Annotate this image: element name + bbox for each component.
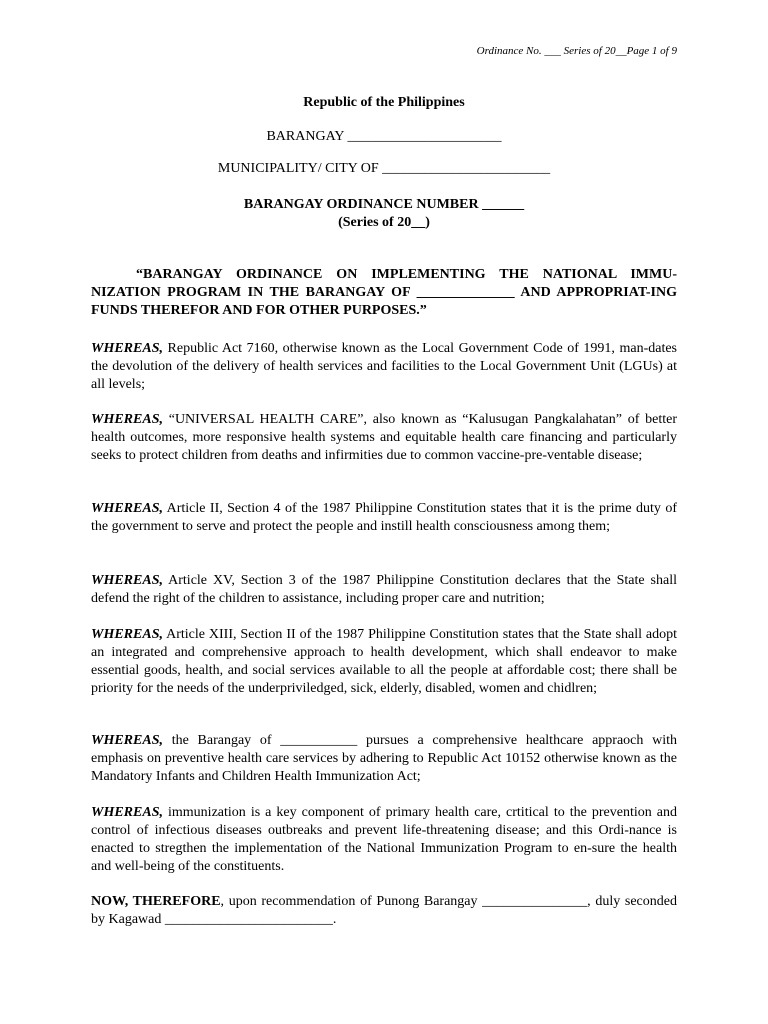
clause-text: the Barangay of ___________ pursues a comprehensive healthcare appraoch with emphasis on preventive health care services by adhering to Republic Act 10152 otherwise known as the Mandatory Infants and Children Health Immunization Act; <box>91 733 677 784</box>
whereas-clause-1 <box>91 340 677 394</box>
municipality-line: MUNICIPALITY/ CITY OF ________________________ <box>217 161 551 176</box>
clause-lead: WHEREAS, <box>91 573 163 588</box>
now-therefore-clause <box>91 893 677 929</box>
ordinance-number: BARANGAY ORDINANCE NUMBER ______ <box>243 197 525 212</box>
clause-text: Article XV, Section 3 of the 1987 Philippine Constitution declares that the State shall defend the right of the children to assistance, including proper care and nutrition; <box>91 573 677 606</box>
whereas-clause-4 <box>91 572 677 608</box>
barangay-line: BARANGAY ______________________ <box>266 129 502 144</box>
clause-text: Republic Act 7160, otherwise known as the Local Government Code of 1991, man-dates the devolution of the delivery of health services and facilities to the Local Government Unit (LGUs) at all levels; <box>91 341 677 392</box>
page-header: Ordinance No. ___ Series of 20__Page 1 of 9 <box>476 45 677 57</box>
clause-lead: WHEREAS, <box>91 627 163 642</box>
clause-lead: WHEREAS, <box>91 341 163 356</box>
whereas-clause-2 <box>91 411 677 465</box>
clause-text: “UNIVERSAL HEALTH CARE”, also known as “Kalusugan Pangkalahatan” of better health outcomes, more responsive health systems and equitable health care financing and particularly seeks to protect children from deaths and infirmities due to common vaccine-pre-ventable disease; <box>91 412 677 463</box>
clause-text: Article XIII, Section II of the 1987 Philippine Constitution states that the State shall adopt an integrated and comprehensive approach to health development, which shall endeavor to make essential goods, health, and social services available to all the people at affordable cost; there shall be priority for the needs of the underpriviledged, sick, elderly, disabled, women and chidlren; <box>91 627 677 696</box>
clause-lead: WHEREAS, <box>91 805 163 820</box>
series-line: (Series of 20__) <box>338 215 430 230</box>
whereas-clause-5 <box>91 626 677 698</box>
ordinance-title: “BARANGAY ORDINANCE ON IMPLEMENTING THE NATIONAL IMMU-NIZATION PROGRAM IN THE BARANGAY OF ______________ AND APPROPRIAT-ING FUNDS THEREFOR AND FOR OTHER PURPOSES.” <box>91 267 677 318</box>
clause-lead: WHEREAS, <box>91 412 163 427</box>
clause-lead: NOW, THEREFORE <box>91 894 221 909</box>
clause-text: , upon recommendation of Punong Barangay _______________, duly seconded by Kagawad ________________________. <box>91 894 677 927</box>
clause-lead: WHEREAS, <box>91 501 163 516</box>
clause-text: Article II, Section 4 of the 1987 Philippine Constitution states that it is the prime duty of the government to serve and protect the people and instill health consciousness among them; <box>91 501 677 534</box>
clause-text: immunization is a key component of primary health care, crtitical to the prevention and control of infectious diseases outbreaks and prevent life-threatening disease; and this Ordi-nance is enacted to stregthen the implementation of the National Immunization Program to en-sure the health and well-being of the constituents. <box>91 805 677 874</box>
clause-lead: WHEREAS, <box>91 733 163 748</box>
republic-heading: Republic of the Philippines <box>303 95 465 110</box>
whereas-clause-7 <box>91 804 677 876</box>
whereas-clause-6 <box>91 732 677 786</box>
whereas-clause-3 <box>91 500 677 536</box>
